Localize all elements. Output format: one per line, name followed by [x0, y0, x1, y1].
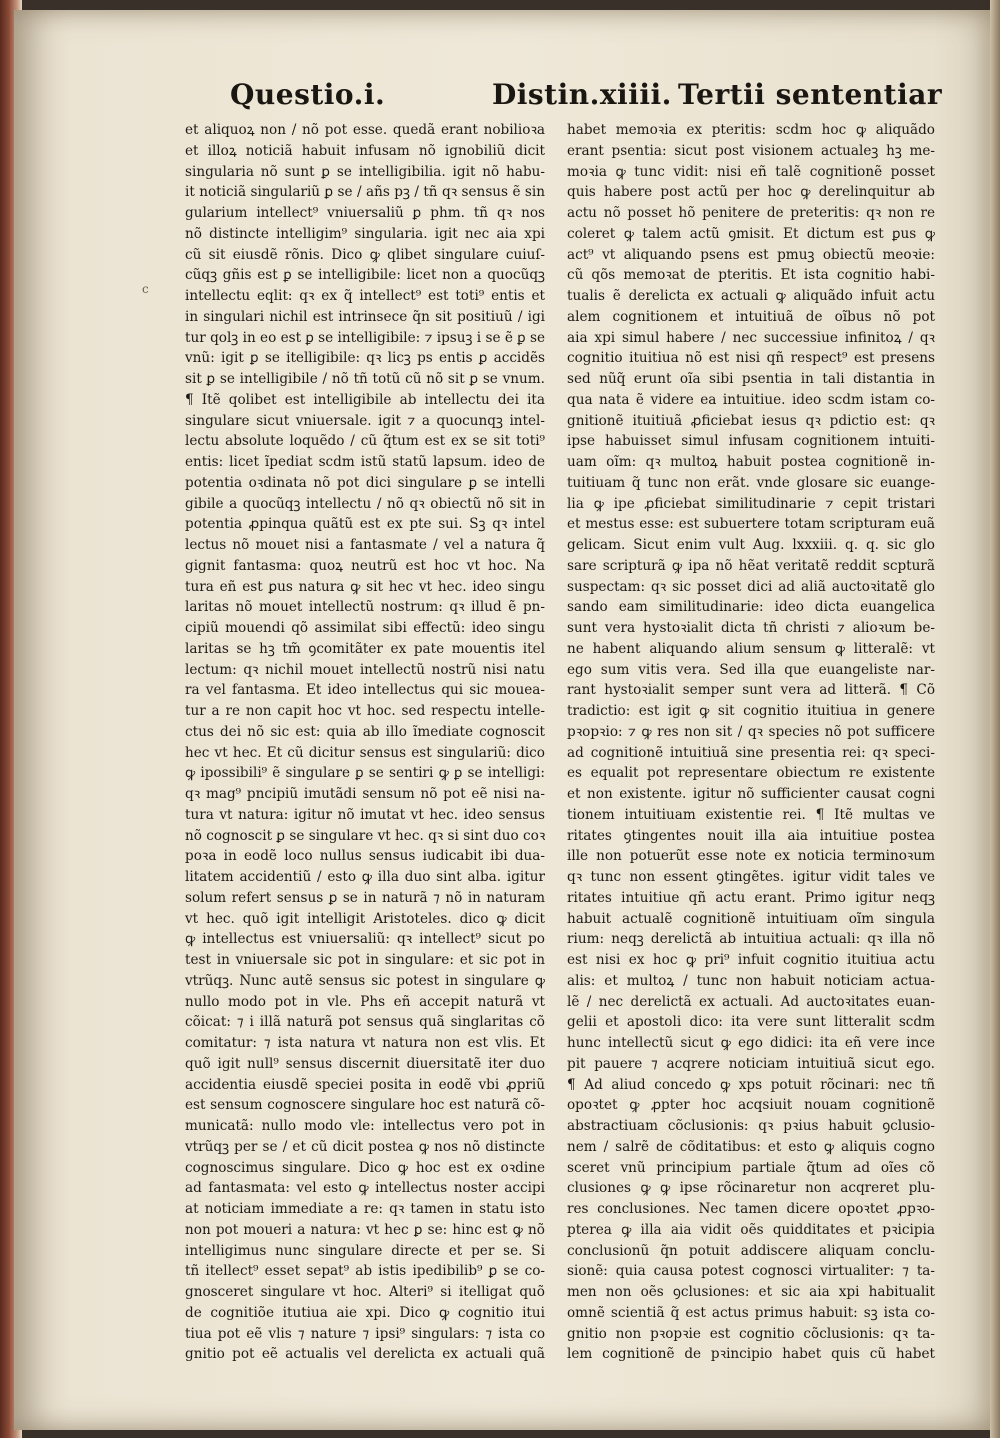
text-line: habet memoꝛia ex pteritis: scdm hoc ꝙ aliquãdo [567, 122, 935, 138]
text-line: et illoꝝ noticiã habuit infusam nõ ignobiliũ dicit [185, 142, 545, 159]
text-line: potentia oꝛdinata nõ pot dici singulare ꝑ se intelli [185, 474, 545, 491]
text-line: ¶ Ad aliud concedo ꝙ xps potuit rõcinari: nec tñ [567, 1076, 935, 1093]
text-line: gnitionẽ ituitiuã ꝓficiebat iesus qꝛ pdictio est: qꝛ [567, 412, 935, 429]
text-line: nem / salrẽ de cõditatibus: et esto ꝙ aliquis cogno [567, 1138, 935, 1155]
text-line: cũ qõs memoꝛat de pteritis. Et ista cognitio habi- [567, 267, 935, 284]
text-line: sunt vera hystoꝛialit dicta tñ christi ⁊ alioꝛum be- [567, 620, 935, 636]
text-line: tura eñ est ꝑus natura ꝙ sit hec vt hec. ideo singu [185, 578, 545, 595]
text-line: ego sum vitis vera. Sed illa que euangeliste nar- [567, 661, 935, 678]
text-line: qꝛ mag⁹ pncipiũ imutãdi sensum nõ pot eẽ nisi na- [185, 786, 545, 802]
text-line: tur a re non capit hoc vt hoc. sed respectu intelle- [185, 703, 545, 719]
text-line: gibile a quocũqꝫ intellectu / nõ qꝛ obiectũ nõ sit in [185, 495, 545, 512]
text-line: ꝙ intellectus est vniuersaliũ: qꝛ intellect⁹ sicut po [185, 931, 545, 948]
text-line: qua nata ẽ videre ea intuitiue. ideo scdm istam co- [567, 391, 935, 408]
page-edge [990, 0, 1000, 1438]
text-line: rant hystoꝛialit semper sunt vera ad litterã. ¶ Cõ [567, 682, 935, 699]
text-line: ad fantasmata: vel esto ꝙ intellectus noster accipi [185, 1180, 545, 1197]
text-line: abstractiuam cõclusionis: qꝛ pꝛius habuit ꝯclusio- [567, 1118, 935, 1134]
text-line: act⁹ vt aliquando psens est pmuꝫ obiectũ meoꝛie: [567, 246, 935, 263]
text-line: litatem accidentiũ / esto ꝙ illa duo sint alba. igitur [185, 869, 545, 885]
text-line: quõ igit null⁹ sensus discernit diuersitatẽ iter duo [185, 1055, 545, 1072]
text-line: lectu absolute loquẽdo / cũ q̃tum est ex se sit toti⁹ [185, 433, 545, 450]
text-line: erant psentia: sicut post visionem actualeꝫ hꝫ me- [567, 142, 935, 159]
text-line: alis: et multoꝝ / tunc non habuit noticiam actua- [567, 972, 935, 989]
text-line: singulare sicut vniuersale. igit ⁊ a quocunqꝫ intel- [185, 412, 545, 429]
text-line: tur qolꝫ in eo est ꝑ se intelligibile: ⁊ ipsuꝫ i se ẽ ꝑ se [185, 329, 545, 346]
text-line: gignit fantasma: quoꝝ neutrũ est hoc vt hoc. Na [185, 557, 545, 574]
text-line: gnitio non pꝛopꝛie est cognitio cõclusionis: qꝛ ta- [567, 1325, 935, 1342]
text-line: habuit actualẽ cognitionẽ intuitiuam oĩm singula [567, 910, 935, 927]
running-head-left: Questio.i. [230, 78, 386, 111]
text-line: hunc intellectũ sicut ꝙ ego didici: ita eñ vere ince [567, 1035, 935, 1051]
text-line: tuitiuam q̃ tunc non erãt. vnde glosare sic euange- [567, 474, 935, 491]
text-line: it noticiã singulariũ ꝑ se / añs pꝫ / tñ qꝛ sensus ẽ sin [185, 184, 545, 201]
text-line: et aliquoꝝ non / nõ pot esse. quedã erant nobilioꝛa [185, 122, 545, 138]
text-line: laritas nõ mouet intellectũ nostrum: qꝛ illud ẽ pn- [185, 599, 545, 616]
text-line: tualis ẽ derelicta ex actuali ꝙ aliquãdo infuit actu [567, 288, 935, 304]
text-line: lectus nõ mouet nisi a fantasmate / vel a natura q̃ [185, 537, 545, 553]
text-line: intelligimus nunc singulare directe et per se. Si [185, 1242, 545, 1259]
text-line: pit pauere ⁊ acqrere noticiam intuitiuã sicut ego. [567, 1055, 935, 1072]
text-line: gularium intellect⁹ vniuersaliũ ꝑ phm. tñ qꝛ nos [185, 205, 545, 221]
text-line: poꝛa in eodẽ loco nullus sensus iudicabit ibi dua- [185, 848, 545, 865]
text-line: quis habere post actũ per hoc ꝙ derelinquitur ab [567, 184, 935, 201]
text-line: accidentia eiusdẽ speciei posita in eodẽ vbi ꝓpriũ [185, 1076, 545, 1093]
text-line: laritas se hꝫ tm̃ ꝯcomitãter ex pate mouentis itel [185, 640, 545, 657]
text-line: de cognitiõe itutiua aie xpi. Dico ꝙ cognitio itui [185, 1304, 545, 1321]
running-head-center: Distin.xiiii. [492, 78, 672, 111]
text-line: singularia nõ sunt ꝑ se intelligibilia. igit nõ habu- [185, 163, 545, 180]
text-line: ipse habuisset simul infusam cognitionem intuiti- [567, 433, 935, 450]
text-line: vtrũqꝫ per se / et cũ dicit postea ꝙ nos nõ distincte [185, 1138, 545, 1155]
text-line: at noticiam immediate a re: qꝛ tamen in statu isto [185, 1201, 545, 1217]
text-line: cũ sit eiusdẽ rõnis. Dico ꝙ qlibet singulare cuiuſ- [185, 246, 545, 263]
text-line: gelii et apostoli dico: ita vere sunt litteralit scdm [567, 1014, 935, 1031]
text-line: lectum: qꝛ nichil mouet intellectũ nostrũ nisi natu [185, 661, 545, 678]
text-line: hec vt hec. Et cũ dicitur sensus est singulariũ: dico [185, 744, 545, 761]
running-head-right: Tertii sententiar [678, 78, 943, 111]
text-line: qꝛ tunc non essent ꝯtingẽtes. igitur vidit tales ve [567, 869, 935, 885]
left-text-column [185, 120, 545, 1365]
text-line: gnosceret singulare vt hoc. Alteri⁹ si itelligat quõ [185, 1284, 545, 1300]
text-line: ra vel fantasma. Et ideo intellectus qui sic mouea- [185, 682, 545, 699]
text-line: pterea ꝙ illa aia vidit oẽs quidditates et pꝛicipia [567, 1221, 935, 1238]
text-line: tradictio: est igit ꝙ sit cognitio ituitiua in genere [567, 703, 935, 719]
text-line: res conclusiones. Nec tamen dicere opoꝛtet ꝓpꝛo- [567, 1201, 935, 1217]
text-line: intellectu eqlit: qꝛ ex q̃ intellect⁹ est toti⁹ entis et [185, 288, 545, 304]
text-line: aia xpi simul habere / nec successiue infinitoꝝ / qꝛ [567, 329, 935, 346]
text-line: gelicam. Sicut enim vult Aug. lxxxiii. q. q. sic glo [567, 537, 935, 553]
text-line: nullo modo pot in vle. Phs eñ accepit naturã vt [185, 993, 545, 1010]
text-line: ¶ Itẽ qolibet est intelligibile ab intellectu dei ita [185, 391, 545, 408]
text-line: moꝛia ꝙ tunc vidit: nisi eñ talẽ cognitionẽ posset [567, 163, 935, 180]
text-line: ꝙ ipossibili⁹ ẽ singulare ꝑ se sentiri ꝙ ꝑ se intelligi: [185, 765, 545, 782]
text-line: tionem intuitiuam existentie rei. ¶ Itẽ multas ve [567, 806, 935, 823]
text-line: sed nũq̃ erunt oĩa sibi psentia in tali distantia in [567, 371, 935, 387]
text-line: ad cognitionẽ intuitiuã sine presentia rei: qꝛ speci- [567, 744, 935, 761]
text-line: alem cognitionem et intuitiuã de oĩbus nõ pot [567, 308, 935, 325]
text-line: es equalit pot representare obiectum re existente [567, 765, 935, 782]
text-line: rium: neqꝫ derelictã ab intuitiua actuali: qꝛ illa nõ [567, 931, 935, 948]
text-line: ctus dei nõ sic est: quia ab illo ĩmediate cognoscit [185, 723, 545, 740]
text-line: est sensum cognoscere singulare hoc est naturã cõ- [185, 1097, 545, 1114]
text-line: municatã: nullo modo vle: intellectus vero pot in [185, 1118, 545, 1134]
text-line: sando eam similitudinarie: ideo dicta euangelica [567, 599, 935, 616]
text-line: uam oĩm: qꝛ multoꝝ habuit postea cognitionẽ in- [567, 454, 935, 470]
text-line: est nisi ex hoc ꝙ pri⁹ infuit cognitio ituitiua actu [567, 952, 935, 968]
text-line: comitatur: ⁊ ista natura vt natura non est vlis. Et [185, 1035, 545, 1051]
text-line: test in vniuersale sic pot in singulare: et sic pot in [185, 952, 545, 968]
text-line: actu nõ posset hõ penitere de preteritis: qꝛ non re [567, 205, 935, 221]
text-line: et non existente. igitur nõ sufficienter causat cogni [567, 786, 935, 802]
text-line: omnẽ scientiã q̃ est actus primus habuit: sꝫ ista co- [567, 1304, 935, 1321]
text-line: cipiũ mouendi qõ assimilat sibi effectũ: ideo singu [185, 620, 545, 636]
text-line: ille non potuerũt esse note ex noticia terminoꝛum [567, 848, 935, 865]
text-line: suspectam: qꝛ sic posset dici ad aliã auctoꝛitatẽ glo [567, 578, 935, 595]
text-line: conclusionũ q̃n potuit addiscere aliquam conclu- [567, 1242, 935, 1259]
text-line: pꝛopꝛio: ⁊ ꝙ res non sit / qꝛ species nõ pot sufficere [567, 723, 935, 740]
text-line: vtrũqꝫ. Nunc autẽ sensus sic potest in singulare ꝙ [185, 972, 545, 989]
text-line: nõ cognoscit ꝑ se singulare vt hec. qꝛ si sint duo coꝛ [185, 827, 545, 844]
text-line: cognitio ituitiua nõ est nisi qñ respect⁹ est presens [567, 350, 935, 367]
text-line: vt hec. quõ igit intelligit Aristoteles. dico ꝙ dicit [185, 910, 545, 927]
text-line: lem cognitionẽ de pꝛincipio habet quis cũ habet [567, 1346, 935, 1363]
text-line: potentia ꝓpinqua quãtũ est ex pte sui. Sꝫ qꝛ intel [185, 516, 545, 533]
text-line: cũqꝫ gñis est ꝑ se intelligibile: licet non a quocũqꝫ [185, 267, 545, 284]
text-line: tñ itellect⁹ esset sepat⁹ ab istis ipedibilib⁹ ꝑ se co- [185, 1263, 545, 1280]
text-line: non pot moueri a natura: vt hec ꝑ se: hinc est ꝙ nõ [185, 1221, 545, 1238]
text-line: in singulari nichil est intrinsece q̃n sit positiuũ / igi [185, 308, 545, 325]
text-line: sit ꝑ se intelligibile / nõ tñ totũ cũ nõ sit ꝑ se vnum. [185, 371, 545, 387]
running-head [0, 78, 1000, 118]
right-text-column [567, 120, 935, 1365]
text-line: clusiones ꝙ ꝙ ipse rõcinaretur non acqreret plu- [567, 1180, 935, 1197]
text-line: coleret ꝙ talem actũ ꝯmisit. Et dictum est ꝑus ꝙ [567, 225, 935, 242]
margin-note: c [142, 282, 149, 296]
text-line: lẽ / nec derelictã ex actuali. Ad auctoꝛitates euan- [567, 993, 935, 1010]
text-line: sceret vnũ principium partiale q̃tum ad oĩes cõ [567, 1159, 935, 1176]
text-line: gnitio pot eẽ actualis vel derelicta ex actuali quã [185, 1346, 545, 1363]
text-line: et mestus esse: est subuertere totam scripturam euã [567, 516, 935, 533]
text-line: ritates intuitiue qñ actu erant. Primo igitur neqꝫ [567, 889, 935, 906]
text-line: nõ distincte intelligim⁹ singularia. igit nec aia xpi [185, 225, 545, 242]
text-line: vnũ: igit ꝑ se itelligibile: qꝛ licꝫ ps entis ꝑ accidẽs [185, 350, 545, 367]
text-line: cognoscimus singulare. Dico ꝙ hoc est ex oꝛdine [185, 1159, 545, 1176]
text-line: men non oẽs ꝯclusiones: et sic aia xpi habitualit [567, 1284, 935, 1300]
text-line: sare scripturã ꝙ ipa nõ hẽat veritatẽ reddit scpturã [567, 557, 935, 574]
text-line: lia ꝙ ipe ꝓficiebat similitudinarie ⁊ cepit tristari [567, 495, 935, 512]
text-line: ne habent aliquando alium sensum ꝙ litteralẽ: vt [567, 640, 935, 657]
text-line: opoꝛtet ꝙ ꝓpter hoc acqsiuit nouam cognitionẽ [567, 1097, 935, 1114]
text-line: entis: licet ĩpediat scdm istũ statũ lapsum. ideo de [185, 454, 545, 470]
text-line: cõicat: ⁊ i illã naturã pot sensus quã singlaritas cõ [185, 1014, 545, 1031]
text-line: solum refert sensus ꝑ se in naturã ⁊ nõ in naturam [185, 889, 545, 906]
text-line: sionẽ: quia causa potest cognosci virtualiter: ⁊ ta- [567, 1263, 935, 1280]
text-line: tiua pot eẽ vlis ⁊ nature ⁊ ipsi⁹ singulars: ⁊ ista co [185, 1325, 545, 1342]
text-line: ritates ꝯtingentes nouit illa aia intuitiue postea [567, 827, 935, 844]
text-line: tura vt natura: igitur nõ imutat vt hec. ideo sensus [185, 806, 545, 823]
